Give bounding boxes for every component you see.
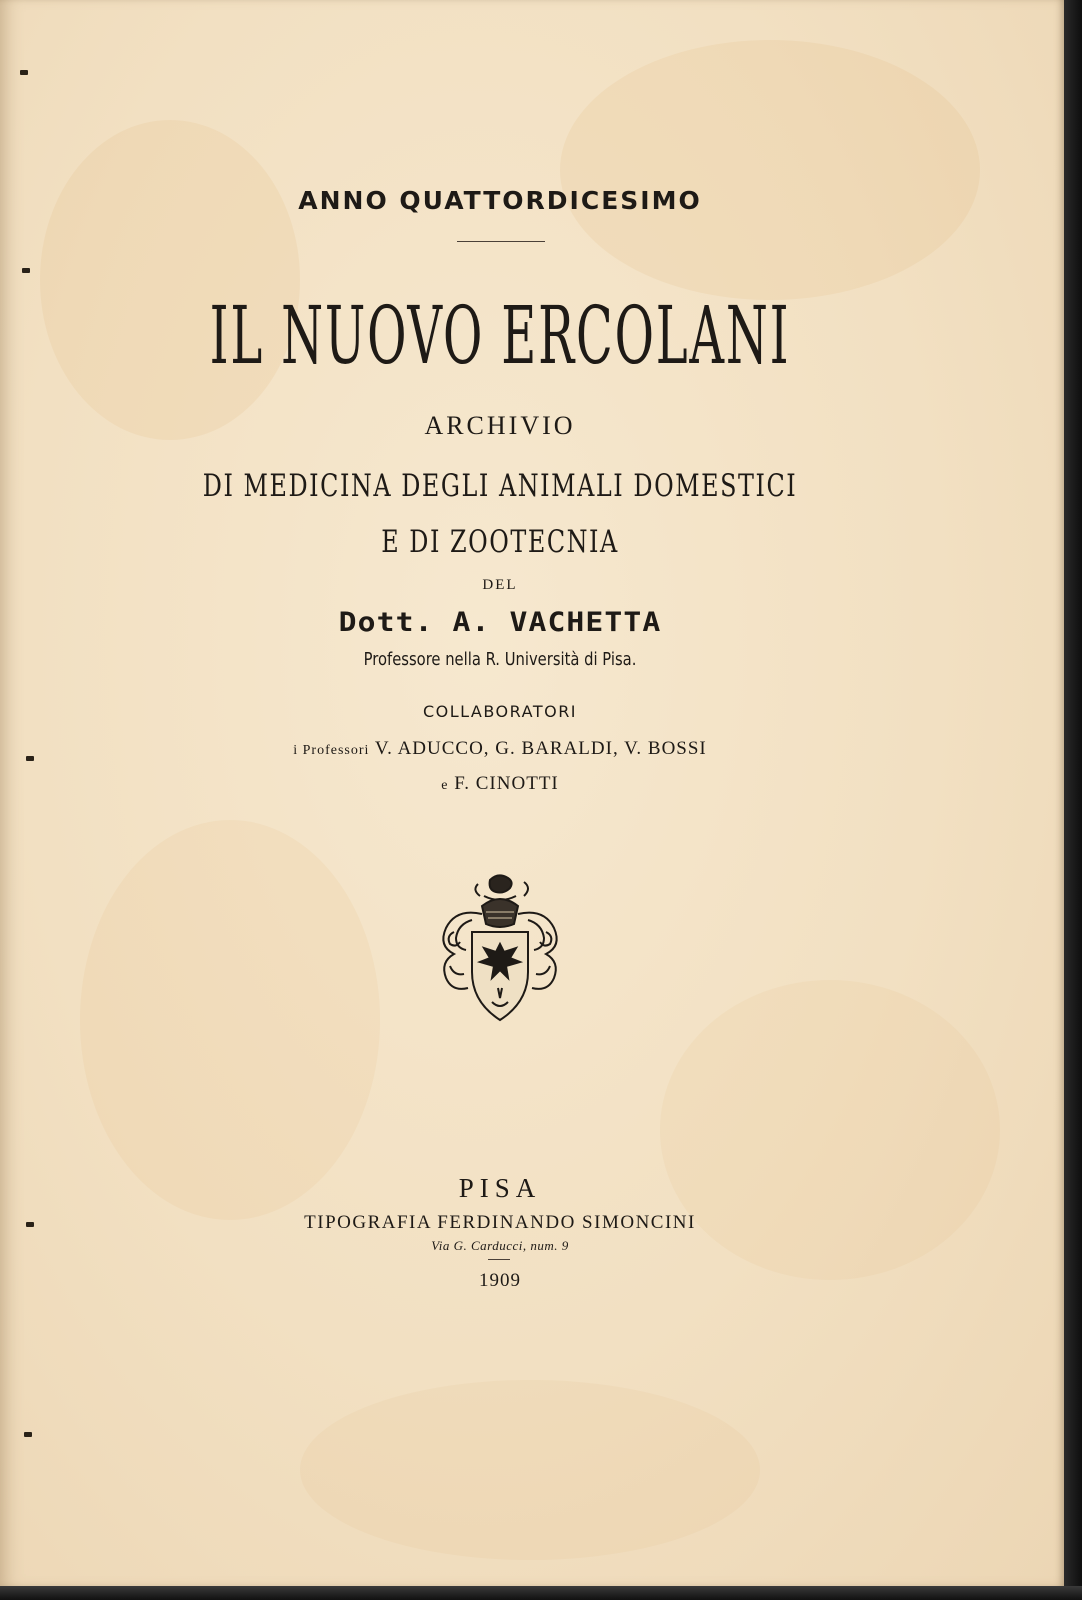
author-preposition: DEL — [482, 577, 518, 593]
paper-stain — [80, 820, 380, 1220]
subtitle-line-1: DI MEDICINA DEGLI ANIMALI DOMESTICI — [202, 468, 798, 504]
coat-of-arms-icon — [432, 870, 568, 1030]
author-name: Dott. A. VACHETTA — [338, 607, 662, 638]
divider — [488, 1259, 510, 1260]
subtitle-line-2: E DI ZOOTECNIA — [381, 524, 619, 560]
divider — [457, 241, 545, 242]
journal-title: IL NUOVO ERCOLANI — [209, 289, 791, 382]
imprint-printer: TIPOGRAFIA FERDINANDO SIMONCINI — [304, 1212, 696, 1233]
binding-mark — [24, 1432, 32, 1437]
imprint-year: 1909 — [479, 1270, 521, 1291]
binding-mark — [22, 268, 30, 273]
binding-mark — [20, 70, 28, 75]
collaborators-prefix: i Professori — [293, 743, 370, 758]
collaborators-heading: COLLABORATORI — [422, 702, 578, 721]
imprint-city: PISA — [458, 1173, 542, 1203]
book-edge — [1064, 0, 1082, 1600]
collaborators-names: F. CINOTTI — [454, 773, 559, 794]
collaborators-prefix: e — [441, 778, 449, 793]
paper-stain — [560, 40, 980, 300]
collaborators-names: V. ADUCCO, G. BARALDI, V. BOSSI — [374, 738, 707, 759]
author-position: Professore nella R. Università di Pisa. — [363, 649, 637, 670]
imprint-address: Via G. Carducci, num. 9 — [431, 1238, 569, 1253]
paper-stain — [300, 1380, 760, 1560]
paper-stain — [40, 120, 300, 440]
paper-stain — [660, 980, 1000, 1280]
collaborators-line-2 — [0, 773, 1000, 795]
volume-year-heading: ANNO QUATTORDICESIMO — [298, 186, 702, 215]
subtitle-archivio: ARCHIVIO — [424, 411, 576, 440]
book-edge — [0, 1586, 1082, 1600]
collaborators-line-1 — [0, 738, 1000, 760]
